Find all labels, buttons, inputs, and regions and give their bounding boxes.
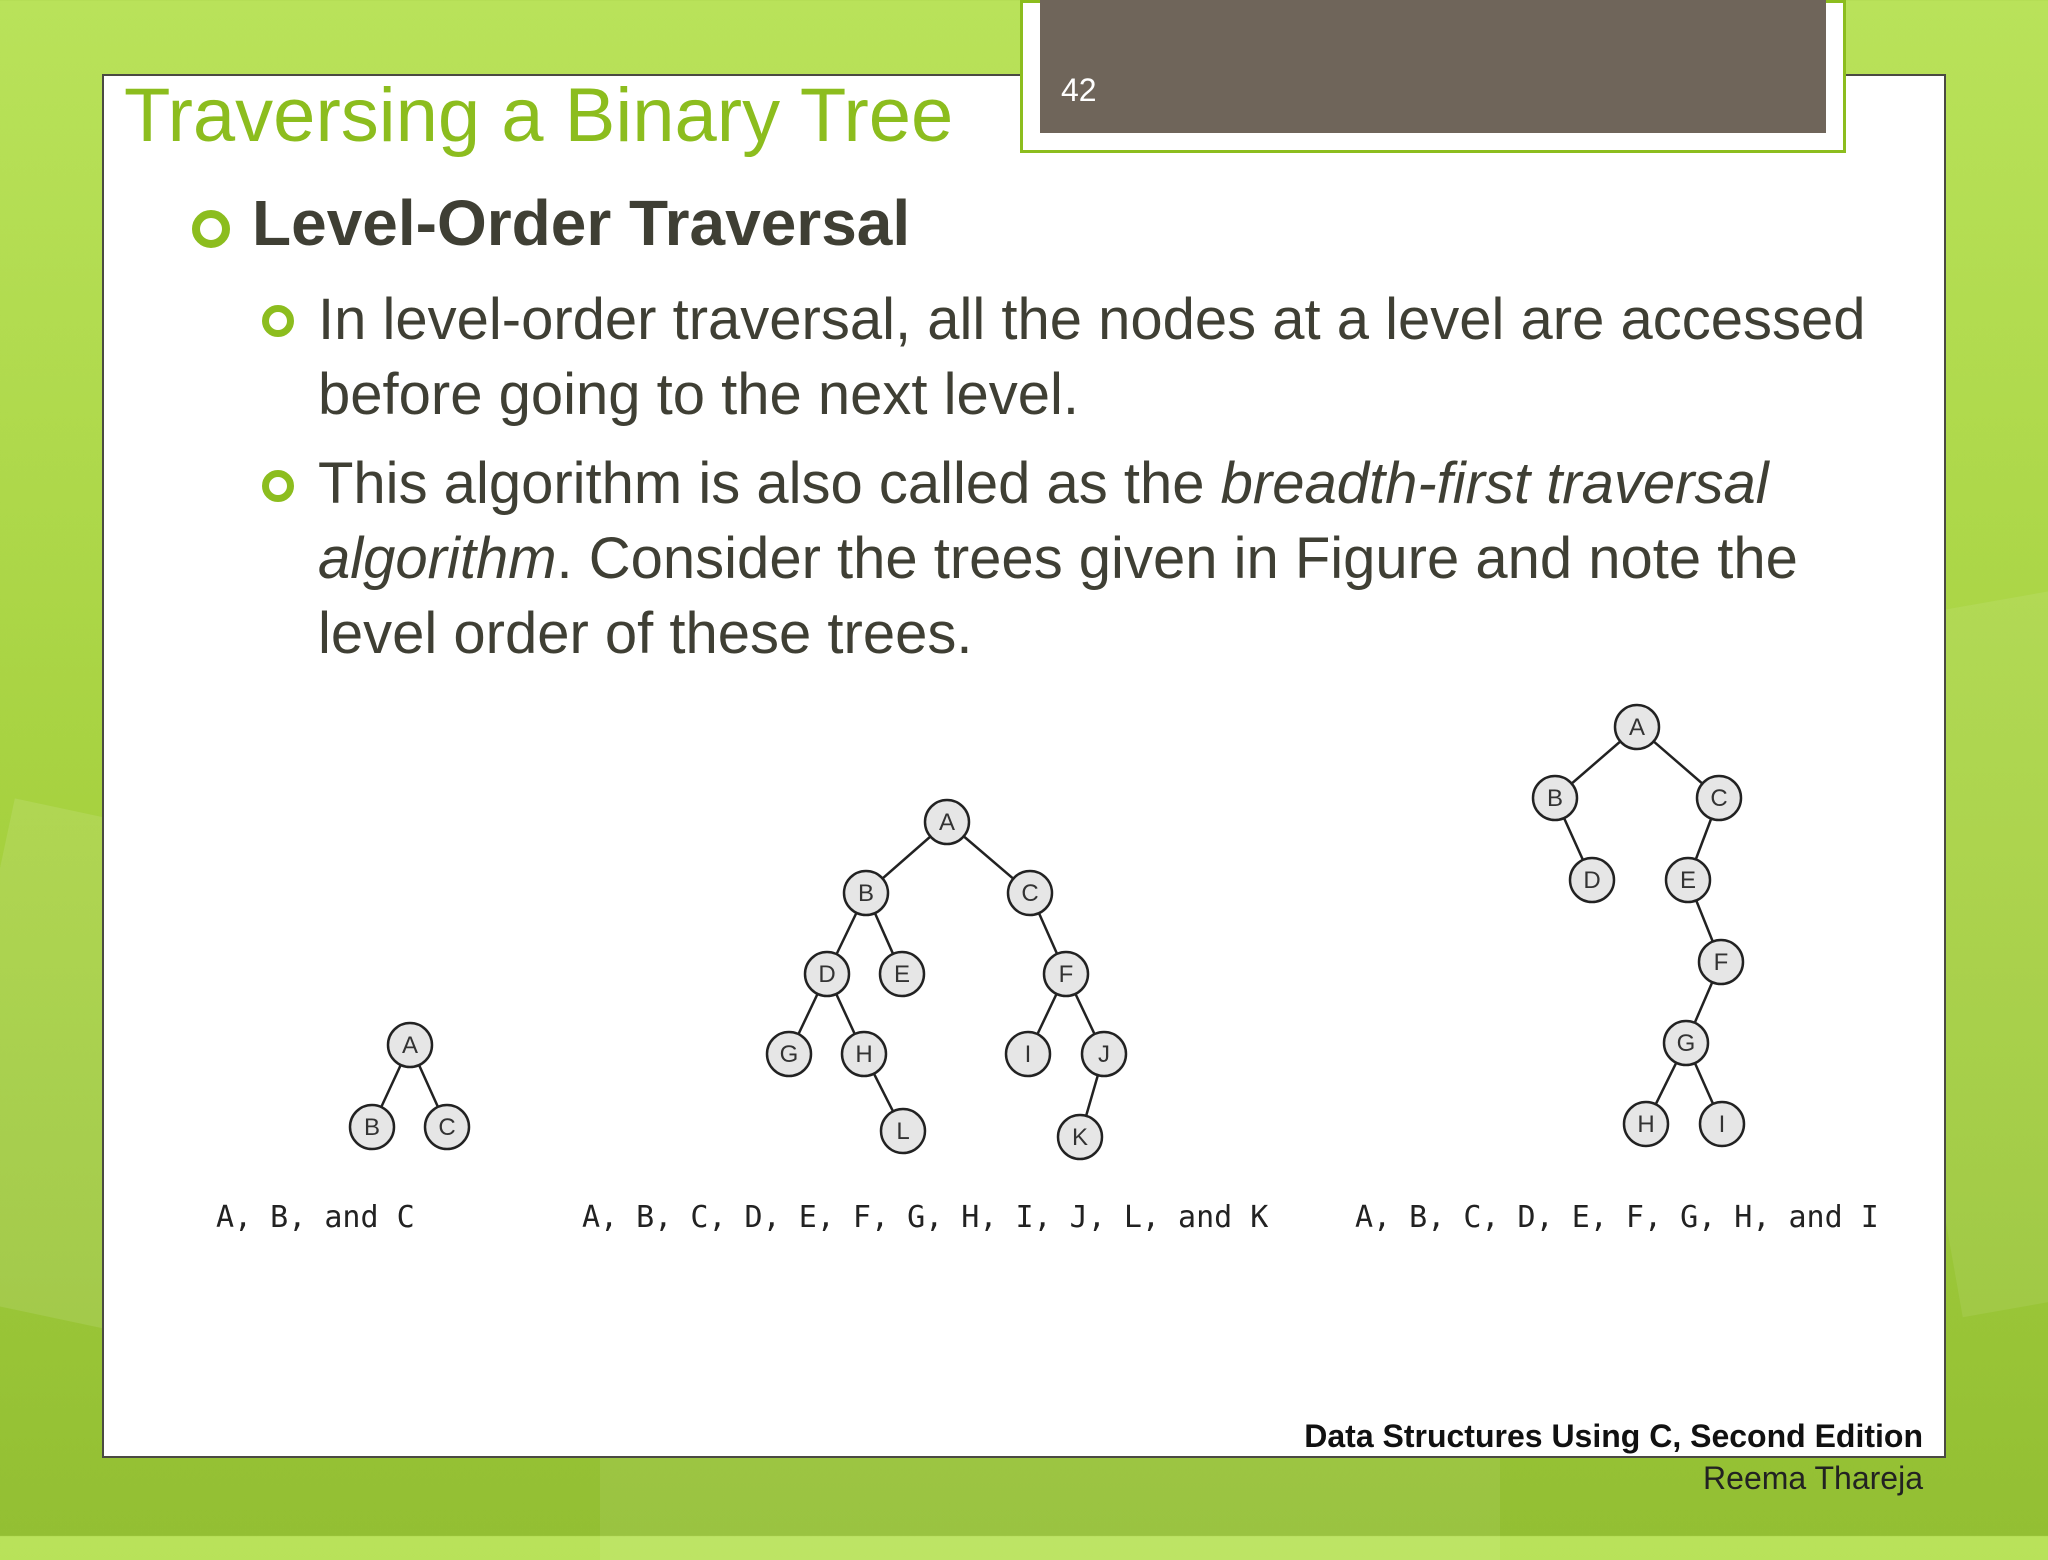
tree-3-node-F bbox=[1699, 940, 1743, 984]
tree-1-node-B bbox=[350, 1105, 394, 1149]
slide-title: Traversing a Binary Tree bbox=[124, 73, 954, 158]
tree-node-label: J bbox=[1098, 1041, 1110, 1068]
tree-node-label: K bbox=[1071, 1124, 1089, 1151]
tree-1-node-C bbox=[425, 1105, 469, 1149]
tree-node-label: F bbox=[1713, 949, 1729, 976]
tree-node-label: C bbox=[1710, 785, 1728, 812]
tree-node-label: A bbox=[938, 809, 956, 836]
tree-2-node-H bbox=[842, 1032, 886, 1076]
tree-node-label: C bbox=[1021, 880, 1039, 907]
tree-3-node-D bbox=[1570, 858, 1614, 902]
footer-author: Reema Thareja bbox=[1703, 1460, 1923, 1496]
tree-2-node-F bbox=[1044, 952, 1088, 996]
tree-node-label: H bbox=[855, 1041, 873, 1068]
tree-2-node-K bbox=[1058, 1115, 1102, 1159]
tree-3-node-E bbox=[1666, 858, 1710, 902]
bullet-2-italic-term: breadth-first traversal algorithm bbox=[318, 451, 1769, 591]
tree-2-node-A bbox=[925, 800, 969, 844]
tree-node-label: D bbox=[818, 961, 836, 988]
tree-2-node-D bbox=[805, 952, 849, 996]
tree-node-label: C bbox=[438, 1114, 456, 1141]
tree-3-node-I bbox=[1700, 1102, 1744, 1146]
slide-number: 42 bbox=[1061, 72, 1097, 108]
caption-tree-2: A, B, C, D, E, F, G, H, I, J, L, and K bbox=[582, 1200, 1269, 1235]
tree-3-node-H bbox=[1624, 1102, 1668, 1146]
tree-1-node-A bbox=[388, 1023, 432, 1067]
tree-node-label: B bbox=[1546, 785, 1564, 812]
tree-2-node-G bbox=[767, 1032, 811, 1076]
tree-node-label: L bbox=[896, 1118, 910, 1145]
tree-2-node-B bbox=[844, 871, 888, 915]
tree-node-label: D bbox=[1583, 867, 1601, 894]
caption-tree-1: A, B, and C bbox=[216, 1200, 415, 1235]
tree-3-node-B bbox=[1533, 776, 1577, 820]
tree-2-node-E bbox=[880, 952, 924, 996]
tree-2-node-L bbox=[881, 1109, 925, 1153]
tree-node-label: B bbox=[857, 880, 875, 907]
bullet-text-1: In level-order traversal, all the nodes at a level are accessed before going to the next level. bbox=[318, 287, 1866, 427]
tree-3-node-A bbox=[1615, 705, 1659, 749]
tree-node-label: I bbox=[1718, 1111, 1726, 1138]
tree-node-label: F bbox=[1058, 961, 1074, 988]
bullet-2-end: . Consider the trees given in Figure and note the level order of these trees. bbox=[318, 526, 1798, 666]
tree-node-label: E bbox=[1679, 867, 1697, 894]
tree-node-label: H bbox=[1637, 1111, 1655, 1138]
tree-3-node-G bbox=[1664, 1021, 1708, 1065]
tree-3-node-C bbox=[1697, 776, 1741, 820]
tree-node-label: A bbox=[1628, 714, 1646, 741]
tree-node-label: E bbox=[893, 961, 911, 988]
tree-node-label: G bbox=[779, 1041, 799, 1068]
footer-book-title: Data Structures Using C, Second Edition bbox=[1304, 1418, 1923, 1454]
tree-2-node-I bbox=[1006, 1032, 1050, 1076]
caption-tree-3: A, B, C, D, E, F, G, H, and I bbox=[1355, 1200, 1879, 1235]
bullet-2-start: This algorithm is also called as the bbox=[318, 451, 1221, 516]
tree-node-label: I bbox=[1024, 1041, 1032, 1068]
tree-2-node-C bbox=[1008, 871, 1052, 915]
tree-node-label: B bbox=[363, 1114, 381, 1141]
tree-node-label: A bbox=[401, 1032, 419, 1059]
tree-node-label: G bbox=[1676, 1030, 1696, 1057]
tree-2-node-J bbox=[1082, 1032, 1126, 1076]
section-heading: Level-Order Traversal bbox=[252, 187, 911, 259]
